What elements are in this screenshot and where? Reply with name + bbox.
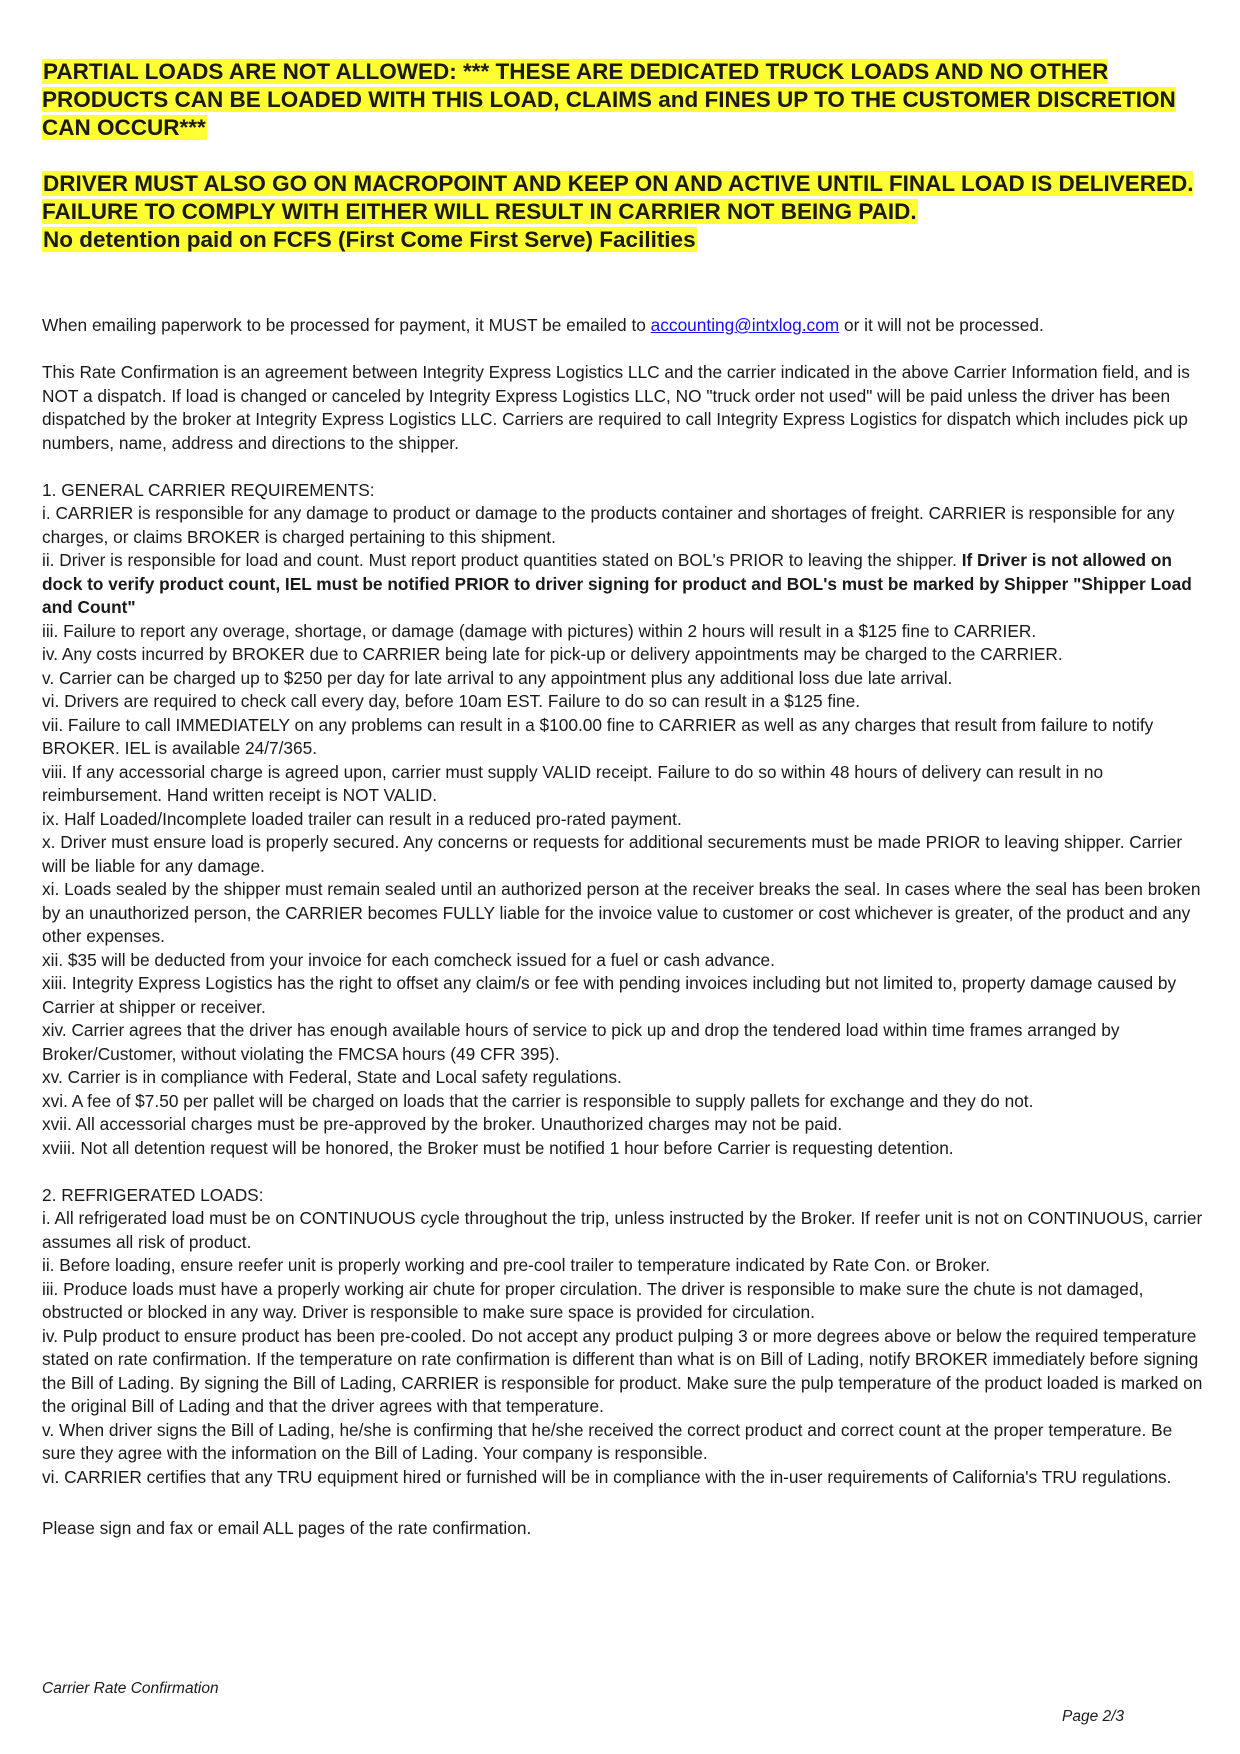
requirement-xii: xii. $35 will be deducted from your invoice for each comcheck issued for a fuel or cash advance.: [42, 949, 775, 970]
requirement-iii: iii. Failure to report any overage, shortage, or damage (damage with pictures) within 2 hours will result in a $125 fine to CARRIER.: [42, 620, 1037, 641]
section-heading-refrigerated: 2. REFRIGERATED LOADS:: [42, 1184, 264, 1205]
requirement-v: v. Carrier can be charged up to $250 per day for late arrival to any appointment plus any additional loss due late arrival.: [42, 667, 953, 688]
closing-instruction: Please sign and fax or email ALL pages of the rate confirmation.: [42, 1518, 532, 1538]
email-instruction: When emailing paperwork to be processed for payment, it MUST be emailed to accounting@intxlog.com or it will not be processed.: [42, 315, 1044, 335]
reefer-iii: iii. Produce loads must have a properly working air chute for proper circulation. The driver is responsible to make sure the chute is not damaged, obstructed or blocked in any way. Driver is responsible to make sure space is provided for circulation.: [42, 1278, 1144, 1322]
macropoint-warning: DRIVER MUST ALSO GO ON MACROPOINT AND KEEP ON AND ACTIVE UNTIL FINAL LOAD IS DELIVERED. FAILURE TO COMPLY WITH EITHER WILL RESULT IN CARRIER NOT BEING PAID.: [42, 171, 1194, 224]
general-requirements-section: [42, 479, 1210, 1161]
requirement-xviii: xviii. Not all detention request will be honored, the Broker must be notified 1 hour before Carrier is requesting detention.: [42, 1137, 954, 1158]
section-heading-general: 1. GENERAL CARRIER REQUIREMENTS:: [42, 479, 375, 500]
reefer-v: v. When driver signs the Bill of Lading, he/she is confirming that he/she received the correct product and correct count at the proper temperature. Be sure they agree with the information on the Bill of Lading. Your company is responsible.: [42, 1419, 1173, 1463]
reefer-i: i. All refrigerated load must be on CONTINUOUS cycle throughout the trip, unless instructed by the Broker. If reefer unit is not on CONTINUOUS, carrier assumes all risk of product.: [42, 1208, 1203, 1252]
requirement-xvi: xvi. A fee of $7.50 per pallet will be charged on loads that the carrier is responsible to supply pallets for exchange and they do not.: [42, 1090, 1034, 1111]
reefer-ii: ii. Before loading, ensure reefer unit is properly working and pre-cool trailer to temperature indicated by Rate Con. or Broker.: [42, 1255, 991, 1275]
requirement-xi: xi. Loads sealed by the shipper must remain sealed until an authorized person at the receiver breaks the seal. In cases where the seal has been broken by an unauthorized person, the CARRIER becomes FULLY liable for the invoice value to customer or cost whichever is greater, of the product and any other expenses.: [42, 879, 1201, 946]
requirement-i: i. CARRIER is responsible for any damage to product or damage to the products container and shortages of freight. CARRIER is responsible for any charges, or claims BROKER is charged pertaining to this shipment.: [42, 503, 1175, 547]
partial-loads-warning: PARTIAL LOADS ARE NOT ALLOWED: *** THESE ARE DEDICATED TRUCK LOADS AND NO OTHER PRODUCTS CAN BE LOADED WITH THIS LOAD, CLAIMS and FINES UP TO THE CUSTOMER DISCRETION CAN OCCUR***: [42, 59, 1176, 140]
reefer-iv: iv. Pulp product to ensure product has been pre-cooled. Do not accept any product pulping 3 or more degrees above or below the required temperature stated on rate confirmation. If the temperature on rate confirmation is different than what is on Bill of Lading, notify BROKER immediately before signing the Bill of Lading. By signing the Bill of Lading, CARRIER is responsible for product. Make sure the pulp temperature of the product loaded is marked on the original Bill of Lading and that the driver agrees with that temperature.: [42, 1325, 1203, 1416]
footer-document-title: Carrier Rate Confirmation: [42, 1680, 219, 1697]
requirement-vii: vii. Failure to call IMMEDIATELY on any problems can result in a $100.00 fine to CARRIER as well as any charges that result from failure to notify BROKER. IEL is available 24/7/365.: [42, 714, 1154, 758]
requirement-xiii: xiii. Integrity Express Logistics has the right to offset any claim/s or fee with pending invoices including but not limited to, property damage caused by Carrier at shipper or receiver.: [42, 973, 1177, 1017]
requirement-ii: ii. Driver is responsible for load and count. Must report product quantities stated on BOL's PRIOR to leaving the shipper. If Driver is not allowed on dock to verify product count, IEL must be notified PRIOR to driver signing for product and BOL's must be marked by Shipper "Shipper Load and Count": [42, 550, 1192, 617]
document-page: [42, 58, 1210, 1541]
requirement-x: x. Driver must ensure load is properly secured. Any concerns or requests for additional securements must be made PRIOR to leaving shipper. Carrier will be liable for any damage.: [42, 832, 1183, 876]
requirement-iv: iv. Any costs incurred by BROKER due to CARRIER being late for pick-up or delivery appointments may be charged to the CARRIER.: [42, 644, 1063, 664]
requirement-xiv: xiv. Carrier agrees that the driver has enough available hours of service to pick up and drop the tendered load within time frames arranged by Broker/Customer, without violating the FMCSA hours (49 CFR 395).: [42, 1020, 1120, 1064]
requirement-ix: ix. Half Loaded/Incomplete loaded trailer can result in a reduced pro-rated payment.: [42, 808, 682, 829]
accounting-email-link[interactable]: accounting@intxlog.com: [650, 315, 840, 335]
requirement-xvii: xvii. All accessorial charges must be pre-approved by the broker. Unauthorized charges may not be paid.: [42, 1114, 843, 1134]
detention-warning: No detention paid on FCFS (First Come First Serve) Facilities: [43, 227, 696, 252]
footer-page-number: Page 2/3: [1062, 1708, 1125, 1725]
refrigerated-loads-section: [42, 1184, 1210, 1490]
requirement-vi: vi. Drivers are required to check call every day, before 10am EST. Failure to do so can result in a $125 fine.: [42, 691, 861, 711]
agreement-paragraph: This Rate Confirmation is an agreement between Integrity Express Logistics LLC and the carrier indicated in the above Carrier Information field, and is NOT a dispatch. If load is changed or canceled by Integrity Express Logistics LLC, NO "truck order not used" will be paid unless the driver has been dispatched by the broker at Integrity Express Logistics LLC. Carriers are required to call Integrity Express Logistics for dispatch which includes pick up numbers, name, address and directions to the shipper.: [42, 362, 1190, 453]
reefer-vi: vi. CARRIER certifies that any TRU equipment hired or furnished will be in compliance with the in-user requirements of California's TRU regulations.: [42, 1466, 1172, 1487]
requirement-xv: xv. Carrier is in compliance with Federal, State and Local safety regulations.: [42, 1067, 622, 1087]
requirement-viii: viii. If any accessorial charge is agreed upon, carrier must supply VALID receipt. Failure to do so within 48 hours of delivery can result in no reimbursement. Hand written receipt is NOT VALID.: [42, 761, 1104, 805]
